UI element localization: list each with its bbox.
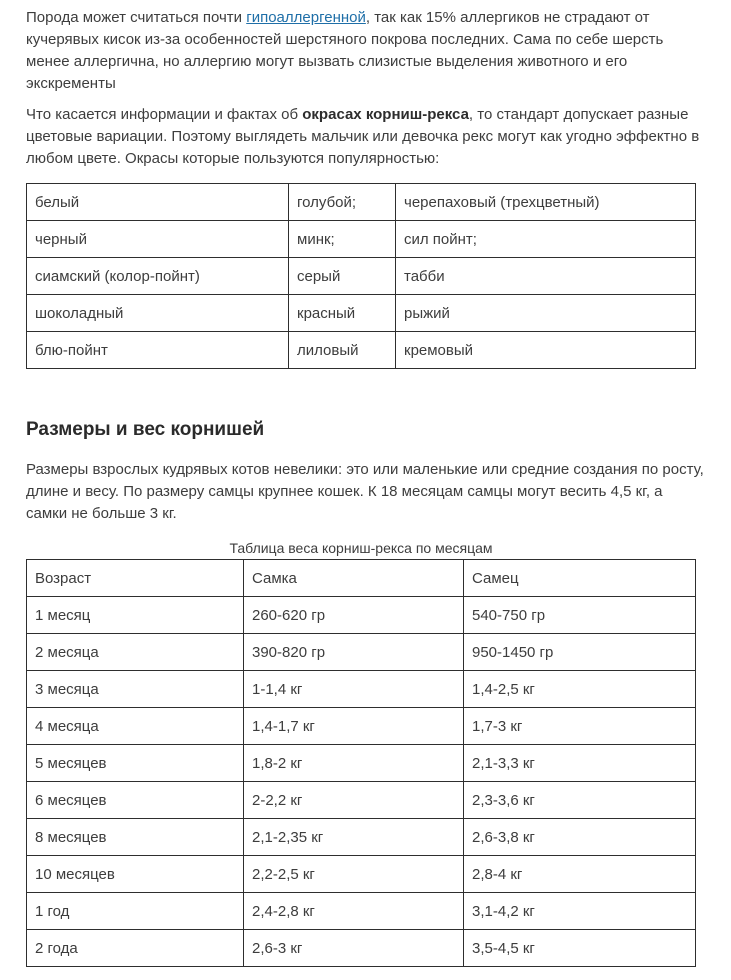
table-cell: 2,2-2,5 кг xyxy=(244,856,464,893)
colors-text-start: Что касается информации и фактах об xyxy=(26,106,303,123)
table-cell: белый xyxy=(27,184,289,221)
table-cell: 6 месяцев xyxy=(27,782,244,819)
table-cell: 2-2,2 кг xyxy=(244,782,464,819)
table-row xyxy=(27,893,696,930)
table-cell: рыжий xyxy=(396,295,696,332)
table-cell: 1,4-1,7 кг xyxy=(244,708,464,745)
table-cell: сиамский (колор-пойнт) xyxy=(27,258,289,295)
table-row xyxy=(27,782,696,819)
colors-bold-text: окрасах корниш-рекса xyxy=(302,106,469,123)
table-row xyxy=(27,295,696,332)
table-row xyxy=(27,597,696,634)
table-cell: 2,1-3,3 кг xyxy=(464,745,696,782)
table-row xyxy=(27,856,696,893)
table-cell: 2,8-4 кг xyxy=(464,856,696,893)
table-cell: 1 год xyxy=(27,893,244,930)
size-paragraph: Размеры взрослых кудрявых котов невелики: это или маленькие или средние создания по росту, длине и весу. По размеру самцы крупнее кошек. К 18 месяцам самцы могут весить 4,5 кг, а самки не больше 3 кг. xyxy=(26,461,704,522)
table-cell: 1,4-2,5 кг xyxy=(464,671,696,708)
table-cell: лиловый xyxy=(289,332,396,369)
hypoallergenic-link[interactable]: гипоаллергенной xyxy=(246,9,366,26)
table-cell: 4 месяца xyxy=(27,708,244,745)
weight-table-caption: Таблица веса корниш-рекса по месяцам xyxy=(229,540,493,556)
colors-paragraph xyxy=(26,104,706,170)
table-row xyxy=(27,184,696,221)
header-cell-age: Возраст xyxy=(27,560,244,597)
colors-text-end: , то стандарт допускает разные цветовые вариации. Поэтому выглядеть мальчик или девочка рекс могут как угодно эффектно в любом цвете. Окрасы которые пользуются популярностью: xyxy=(26,106,700,167)
table-cell: голубой; xyxy=(289,184,396,221)
table-row xyxy=(27,332,696,369)
table-cell: 3 месяца xyxy=(27,671,244,708)
table-cell: 1-1,4 кг xyxy=(244,671,464,708)
table-cell: 1,8-2 кг xyxy=(244,745,464,782)
table-row xyxy=(27,258,696,295)
table-cell: шоколадный xyxy=(27,295,289,332)
table-row xyxy=(27,221,696,258)
table-row xyxy=(27,819,696,856)
table-cell: красный xyxy=(289,295,396,332)
table-cell: 10 месяцев xyxy=(27,856,244,893)
table-cell: 950-1450 гр xyxy=(464,634,696,671)
table-cell: 1,7-3 кг xyxy=(464,708,696,745)
table-cell: 390-820 гр xyxy=(244,634,464,671)
table-cell: 2,4-2,8 кг xyxy=(244,893,464,930)
table-cell: 5 месяцев xyxy=(27,745,244,782)
table-row xyxy=(27,671,696,708)
allergy-paragraph xyxy=(26,7,706,95)
table-cell: черепаховый (трехцветный) xyxy=(396,184,696,221)
table-cell: 2,1-2,35 кг xyxy=(244,819,464,856)
table-cell: кремовый xyxy=(396,332,696,369)
table-row xyxy=(27,708,696,745)
allergy-text-end: , так как 15% аллергиков не страдают от кучерявых кисок из-за особенностей шерстяного покрова последних. Сама по себе шерсть менее аллергична, но аллергию могут вызвать слизистые выделения животного и его экскременты xyxy=(26,9,664,92)
table-cell: табби xyxy=(396,258,696,295)
table-row xyxy=(27,745,696,782)
table-cell: 3,5-4,5 кг xyxy=(464,930,696,967)
table-cell: 2,6-3 кг xyxy=(244,930,464,967)
colors-table xyxy=(26,183,696,369)
table-cell: черный xyxy=(27,221,289,258)
table-cell: серый xyxy=(289,258,396,295)
table-cell: 540-750 гр xyxy=(464,597,696,634)
weight-table xyxy=(26,559,696,967)
header-cell-female: Самка xyxy=(244,560,464,597)
table-cell: 2 года xyxy=(27,930,244,967)
table-cell: блю-пойнт xyxy=(27,332,289,369)
table-cell: минк; xyxy=(289,221,396,258)
table-row xyxy=(27,930,696,967)
table-cell: 1 месяц xyxy=(27,597,244,634)
table-cell: 8 месяцев xyxy=(27,819,244,856)
table-cell: 2,6-3,8 кг xyxy=(464,819,696,856)
table-cell: сил пойнт; xyxy=(396,221,696,258)
table-cell: 2,3-3,6 кг xyxy=(464,782,696,819)
header-cell-male: Самец xyxy=(464,560,696,597)
table-cell: 260-620 гр xyxy=(244,597,464,634)
section-heading: Размеры и вес корнишей xyxy=(26,419,265,440)
table-cell: 3,1-4,2 кг xyxy=(464,893,696,930)
allergy-text-start: Порода может считаться почти xyxy=(26,9,247,26)
table-cell: 2 месяца xyxy=(27,634,244,671)
table-header-row xyxy=(27,560,696,597)
table-row xyxy=(27,634,696,671)
